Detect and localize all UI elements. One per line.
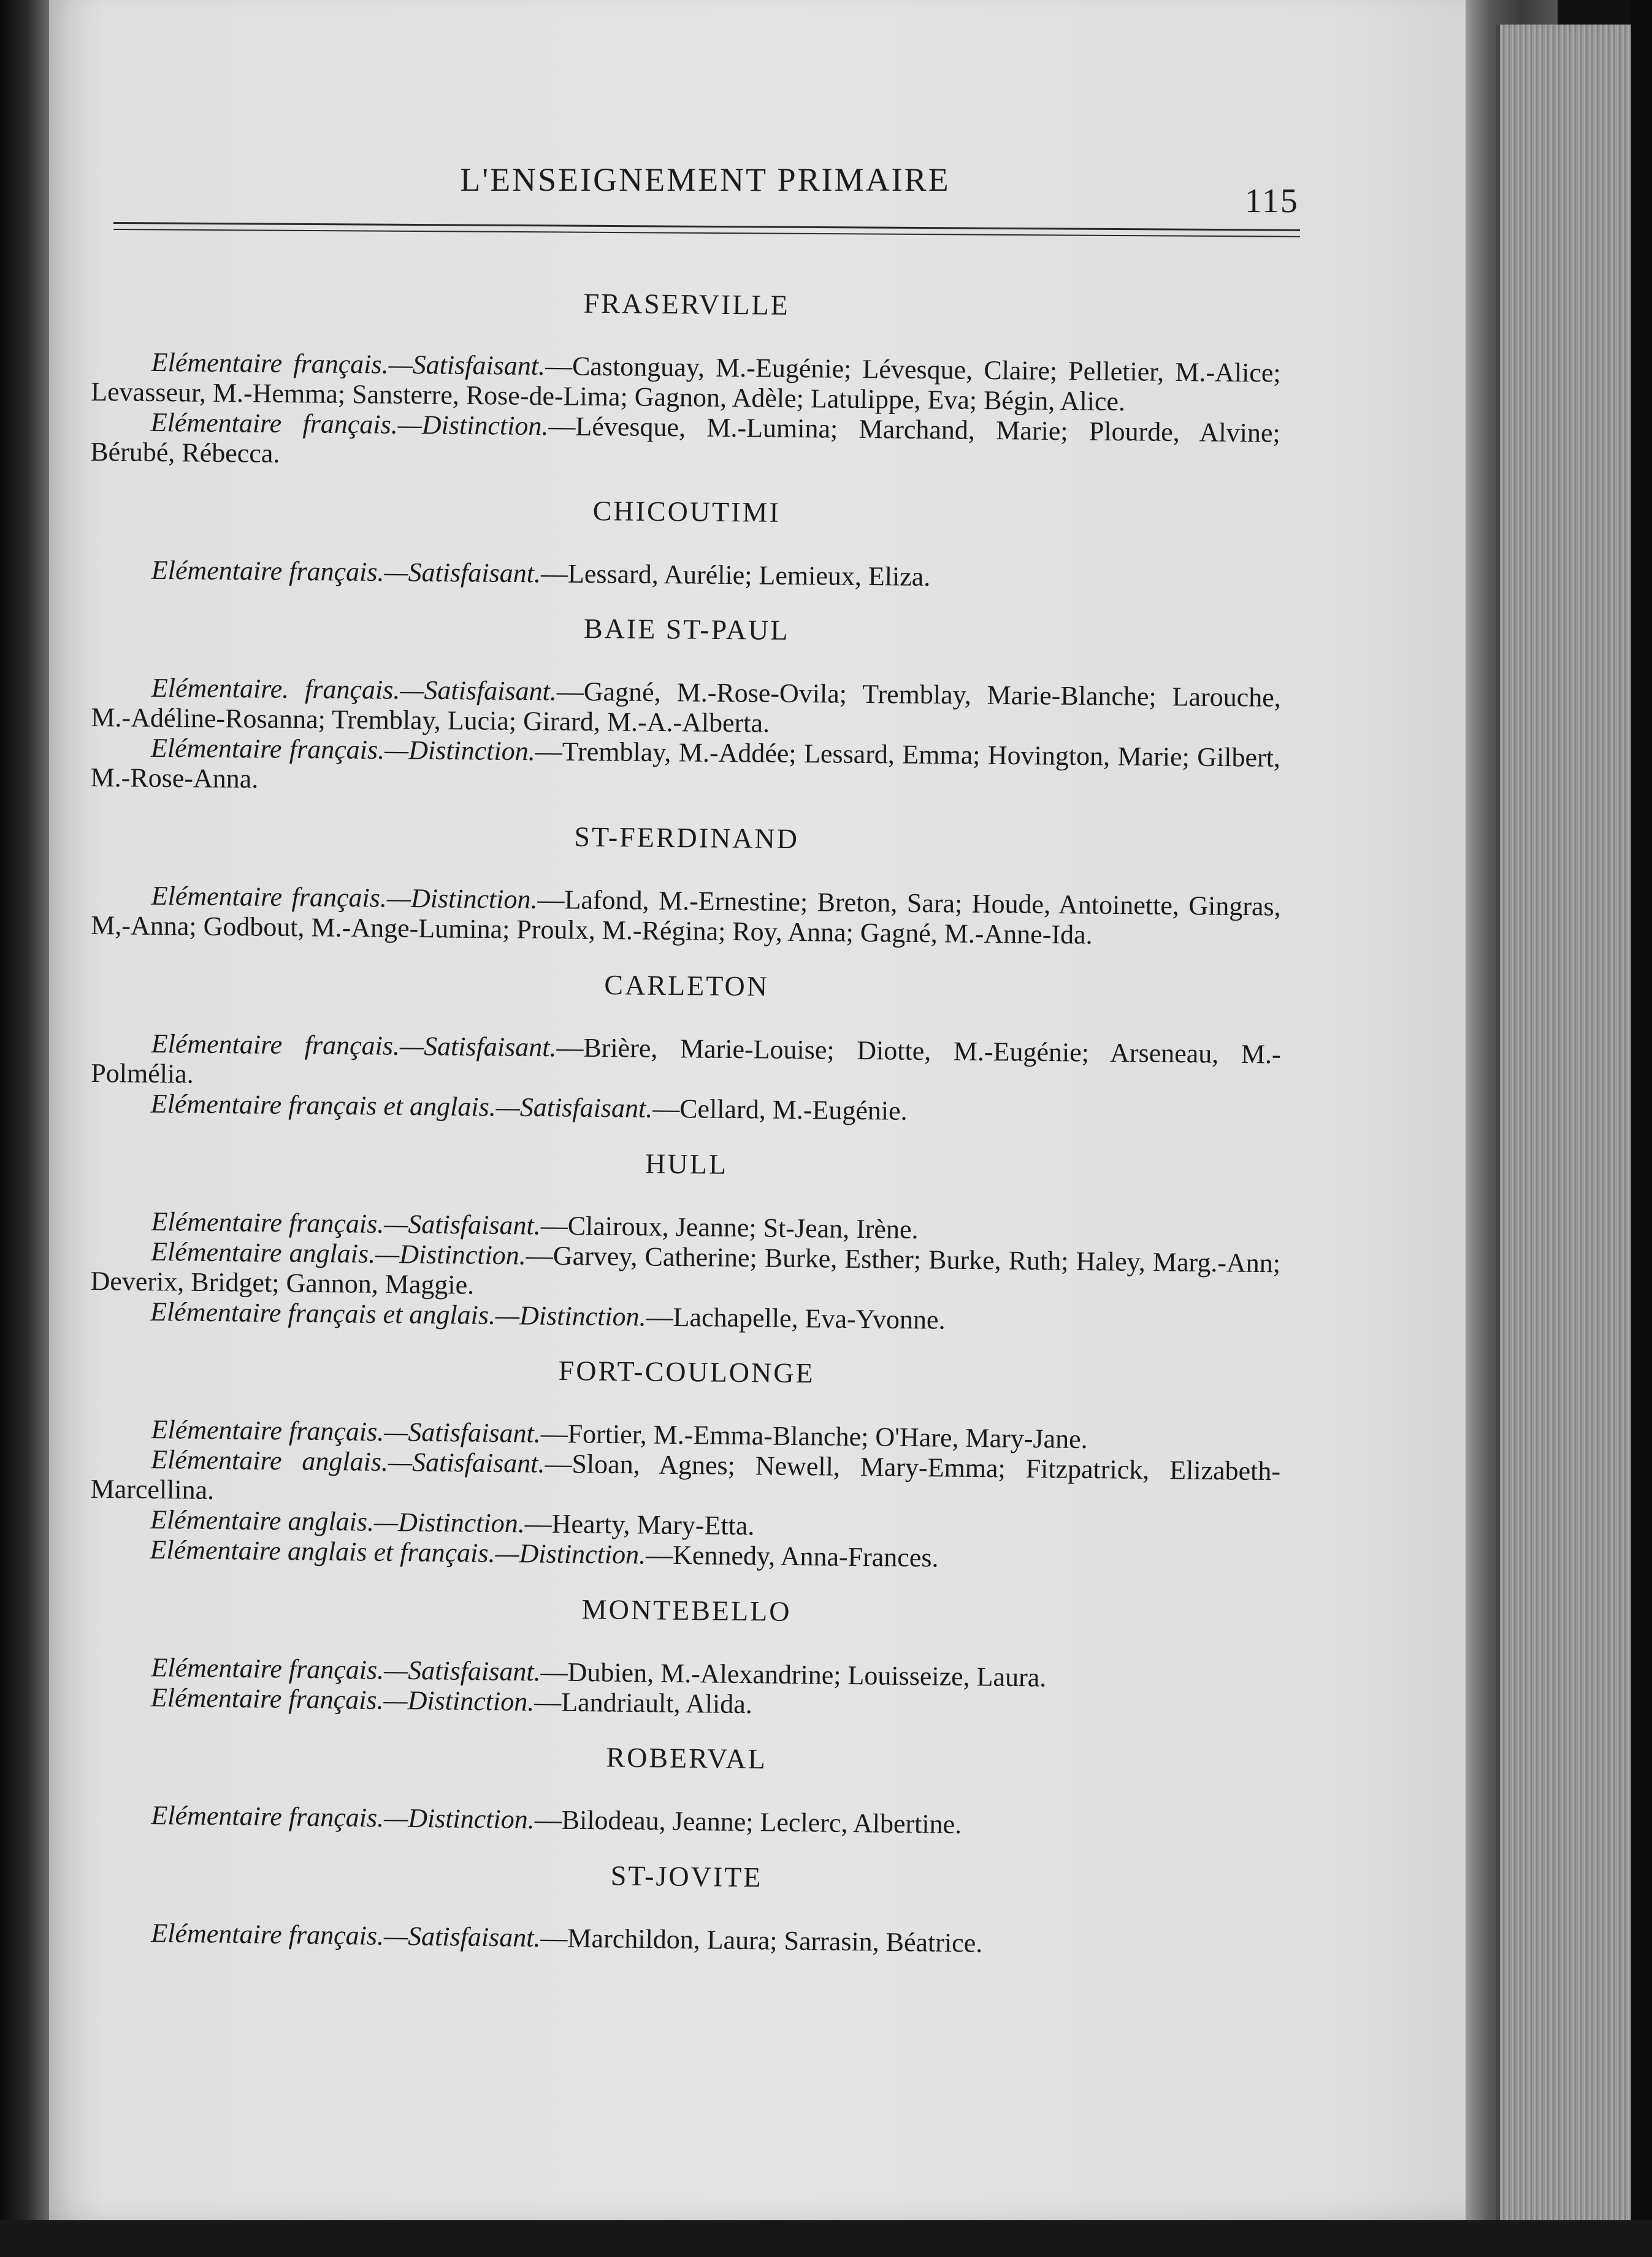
entry-names: —Brière, Marie-Louise; Diotte, M.-Eugénie; Arseneau, M.-Polmélia. — [91, 1032, 1281, 1089]
section-st-jovite — [91, 1853, 1282, 1962]
entry-names: —Landriault, Alida. — [533, 1687, 753, 1720]
section-title: BAIE ST-PAUL — [583, 613, 790, 646]
entry-category: Elémentaire anglais.—Distinction. — [150, 1236, 527, 1271]
result-entry — [91, 672, 1281, 743]
result-entry — [91, 880, 1281, 952]
running-head: L'ENSEIGNEMENT PRIMAIRE — [460, 161, 950, 198]
entry-names: —Cellard, M.-Eugénie. — [652, 1093, 908, 1126]
entry-category: Elémentaire français.—Distinction. — [150, 732, 535, 767]
entry-category: Elémentaire français.—Distinction. — [150, 1682, 535, 1717]
section-title: ST-FERDINAND — [574, 821, 800, 855]
result-entry — [91, 1028, 1281, 1100]
entry-category: Elémentaire anglais.—Distinction. — [150, 1504, 525, 1539]
section-chicoutimi — [91, 490, 1282, 595]
section-carleton — [91, 964, 1282, 1130]
entry-names: —Lafond, M.-Ernestine; Breton, Sara; Houde, Antoinette, Gingras, M,-Anna; Godbout, M.-Ange-Lumina; Proulx, M.-Régina; Roy, Anna; Gagné, M.-Anne-Ida. — [91, 884, 1281, 950]
entry-category: Elémentaire français et anglais.—Distinction. — [150, 1297, 646, 1332]
entry-names: —Garvey, Catherine; Burke, Esther; Burke, Ruth; Haley, Marg.-Ann; Deverix, Bridget; Gannon, Maggie. — [90, 1240, 1281, 1300]
section-st-ferdinand — [91, 816, 1282, 952]
section-roberval — [91, 1735, 1282, 1843]
section-title: FRASERVILLE — [583, 287, 790, 321]
entry-names: —Hearty, Mary-Etta. — [524, 1508, 755, 1541]
entry-names: —Fortier, M.-Emma-Blanche; O'Hare, Mary-Jane. — [540, 1418, 1088, 1455]
entry-category: Elémentaire français.—Distinction. — [151, 1800, 535, 1835]
section-fraserville — [90, 282, 1282, 478]
entry-category: Elémentaire anglais et français.—Distinction. — [150, 1535, 646, 1570]
entry-category: Elémentaire anglais.—Satisfaisant. — [150, 1444, 545, 1479]
entry-category: Elémentaire français et anglais.—Satisfaisant. — [150, 1088, 653, 1124]
section-title: HULL — [645, 1148, 728, 1180]
entry-names: —Gagné, M.-Rose-Ovila; Tremblay, Marie-Blanche; Larouche, M.-Adéline-Rosanna; Tremblay, Lucia; Girard, M.-A.-Alberta. — [91, 676, 1282, 738]
entry-names: —Clairoux, Jeanne; St-Jean, Irène. — [540, 1210, 919, 1245]
entry-category: Elémentaire français.—Satisfaisant. — [151, 347, 546, 381]
page-edges-stack — [1496, 25, 1635, 2257]
entry-names: —Marchildon, Laura; Sarrasin, Béatrice. — [540, 1922, 983, 1958]
entry-names: —Bilodeau, Jeanne; Leclerc, Albertine. — [534, 1804, 962, 1840]
section-title: CHICOUTIMI — [592, 495, 781, 528]
results-list — [92, 282, 1282, 1971]
section-title: CARLETON — [604, 969, 770, 1002]
page-number: 115 — [1245, 182, 1299, 220]
entry-names: —Tremblay, M.-Addée; Lessard, Emma; Hovington, Marie; Gilbert, M.-Rose-Anna. — [90, 736, 1281, 794]
entry-category: Elémentaire. français.—Satisfaisant. — [151, 672, 557, 707]
section-title: FORT-COULONGE — [558, 1354, 815, 1389]
entry-names: —Dubien, M.-Alexandrine; Louisseize, Laura. — [540, 1657, 1047, 1693]
entry-category: Elémentaire français.—Distinction. — [151, 880, 538, 914]
section-title: MONTEBELLO — [581, 1593, 792, 1627]
entry-category: Elémentaire français.—Satisfaisant. — [151, 1918, 541, 1953]
section-montebello — [91, 1587, 1282, 1725]
entry-names: —Lessard, Aurélie; Lemieux, Eliza. — [540, 558, 931, 592]
entry-names: —Lachapelle, Eva-Yvonne. — [646, 1301, 946, 1335]
entry-category: Elémentaire français.—Distinction. — [150, 407, 549, 442]
result-entry — [91, 554, 1281, 595]
result-entry — [90, 407, 1280, 478]
bottom-shadow — [0, 2220, 1652, 2257]
result-entry — [90, 732, 1280, 803]
entry-category: Elémentaire français.—Satisfaisant. — [151, 1414, 541, 1449]
entry-names: —Kennedy, Anna-Frances. — [645, 1539, 939, 1573]
entry-category: Elémentaire français.—Satisfaisant. — [151, 554, 541, 589]
section-title: ROBERVAL — [606, 1741, 768, 1775]
entry-category: Elémentaire français.—Satisfaisant. — [151, 1206, 541, 1241]
entry-category: Elémentaire français.—Satisfaisant. — [151, 1028, 557, 1063]
section-hull — [90, 1141, 1282, 1338]
section-title: ST-JOVITE — [610, 1860, 763, 1893]
section-fort-coulonge — [90, 1349, 1282, 1576]
section-baie-st-paul — [90, 608, 1282, 803]
entry-names: —Lévesque, M.-Lumina; Marchand, Marie; Plourde, Alvine; Bérubé, Rébecca. — [90, 411, 1280, 469]
background-edge — [1631, 0, 1652, 2257]
entry-category: Elémentaire français.—Satisfaisant. — [151, 1652, 541, 1687]
book-binding-shadow — [0, 0, 49, 2257]
result-entry — [91, 347, 1281, 418]
entry-names: —Sloan, Agnes; Newell, Mary-Emma; Fitzpatrick, Elizabeth-Marcellina. — [90, 1448, 1281, 1506]
entry-names: —Castonguay, M.-Eugénie; Lévesque, Claire; Pelletier, M.-Alice; Levasseur, M.-Hemma; Sansterre, Rose-de-Lima; Gagnon, Adèle; Latulippe, Eva; Bégin, Alice. — [91, 351, 1281, 417]
result-entry — [91, 1917, 1280, 1962]
result-entry — [91, 1799, 1280, 1843]
